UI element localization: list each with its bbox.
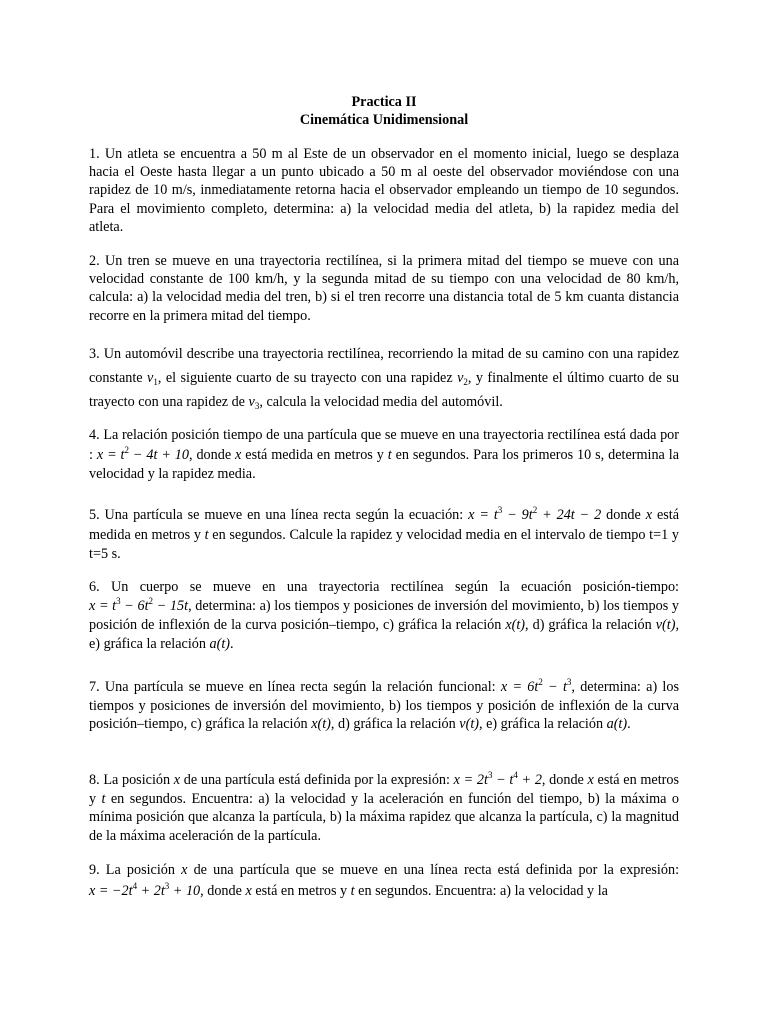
- problem-3: [89, 342, 679, 414]
- problem-1-text: 1. Un atleta se encuentra a 50 m al Este de un observador en el momento inicial, luego se desplaza hacia el Oeste hasta llegar a un punto ubicado a 50 m al oeste del observador moviéndose con una rapidez de 10 m/s, inmediatamente retorna hacia el observador empleando un tiempo de 10 segundos. Para el movimiento completo, determina: a) la velocidad media del atleta, b) la rapidez media del atleta.: [89, 146, 679, 235]
- problem-9-text-a: 9. La posición: [89, 862, 182, 878]
- problem-8: 8. La posición x de una partícula está definida por la expresión: $x = 2t^3 - t^4 + 2$, donde x está en metros y t en segundos. Encuentra: a) la velocidad y la aceleración en función del tiempo, b) la máxima o mínima posición que alcanza la partícula, b) la máxima rapidez que alcanza la partícula, c) la magnitud de la máxima aceleración de la partícula.: [89, 770, 679, 845]
- problem-1: [89, 145, 679, 236]
- problem-5: 5. Una partícula se mueve en una línea recta según la ecuación: $x = t^3 - 9t^2 + 24t - 2$ donde x está medida en metros y t en segundos. Calcule la rapidez y velocidad media en el intervalo de tiempo t=1 y t=5 s.: [89, 505, 680, 562]
- symbol-v2: $v_2$: [457, 370, 468, 387]
- problem-7-text-a: 7. Una partícula se mueve en línea recta según la relación funcional:: [89, 679, 501, 695]
- problem-3-text-b: , el siguiente cuarto de su trayecto con una rapidez: [157, 370, 458, 386]
- equation-9: $x = -2t^4 + 2t^3 + 10$: [89, 881, 201, 899]
- problem-4-text-a: 4. La relación posición tiempo de una partícula que se mueve en una trayectoria rectilínea está dada por :: [89, 427, 679, 463]
- problem-4: 4. La relación posición tiempo de una partícula que se mueve en una trayectoria rectilínea está dada por : $x = t^2 - 4t + 10$, donde x está medida en metros y t en segundos. Para los primeros 10 s, determina la velocidad y la rapidez media.: [89, 427, 679, 482]
- equation-6: $x = t^3 - 6t^2 - 15t$: [89, 596, 189, 614]
- problem-9: 9. La posición x de una partícula que se mueve en una línea recta está definida por la expresión: $x = -2t^4 + 2t^3 + 10$, donde x está en metros y t en segundos. Encuentra: a) la velocidad y la: [89, 862, 680, 899]
- document-title: Practica II: [351, 94, 417, 110]
- equation-5: $x = t^3 - 9t^2 + 24t - 2$: [468, 505, 602, 523]
- problem-2-text: 2. Un tren se mueve en una trayectoria rectilínea, si la primera mitad del tiempo se mueve con una velocidad constante de 100 km/h, y la segunda mitad de su tiempo con una velocidad de 80 km/h, calcula: a) la velocidad media del tren, b) si el tren recorre una distancia total de 5 km cuanta distancia recorre en la primera mitad del tiempo.: [89, 253, 679, 324]
- problem-7: 7. Una partícula se mueve en línea recta según la relación funcional: $x = 6t^2 - t^3$, determina: a) los tiempos y posiciones de inversión del movimiento, b) los tiempos y posición de inflexión de la curva posición–tiempo, c) gráfica la relación x(t), d) gráfica la relación v(t), e) gráfica la relación a(t).: [89, 677, 679, 732]
- problem-6: 6. Un cuerpo se mueve en una trayectoria rectilínea según la ecuación posición-tiempo: $x = t^3 - 6t^2 - 15t$, determina: a) los tiempos y posiciones de inversión del movimiento, b) los tiempos y posición de inflexión de la curva posición–tiempo, c) gráfica la relación x(t), d) gráfica la relación v(t), e) gráfica la relación a(t).: [89, 579, 679, 652]
- problem-3-text-d: , calcula la velocidad media del automóvil.: [259, 394, 503, 410]
- document-subtitle: Cinemática Unidimensional: [299, 112, 469, 128]
- problem-6-text-a: 6. Un cuerpo se mueve en una trayectoria rectilínea según la ecuación posición-tiempo:: [89, 579, 679, 595]
- equation-7: $x = 6t^2 - t^3$: [500, 677, 572, 695]
- problem-5-text-a: 5. Una partícula se mueve en una línea recta según la ecuación:: [89, 507, 469, 523]
- problem-3-text-a: 3. Un automóvil describe una trayectoria rectilínea, recorriendo la mitad de su camino con una rapidez constante: [89, 346, 679, 386]
- equation-4: $x = t^2 - 4t + 10$: [96, 444, 189, 463]
- problem-3-text-c: , y finalmente el último cuarto de su trayecto con una rapidez de: [89, 370, 679, 410]
- problem-8-text-a: 8. La posición: [89, 772, 174, 788]
- problem-2: [89, 252, 679, 325]
- symbol-v3: $v_3$: [248, 394, 260, 411]
- symbol-v1: $v_1$: [147, 370, 158, 387]
- equation-8: $x = 2t^3 - t^4 + 2$: [453, 770, 542, 788]
